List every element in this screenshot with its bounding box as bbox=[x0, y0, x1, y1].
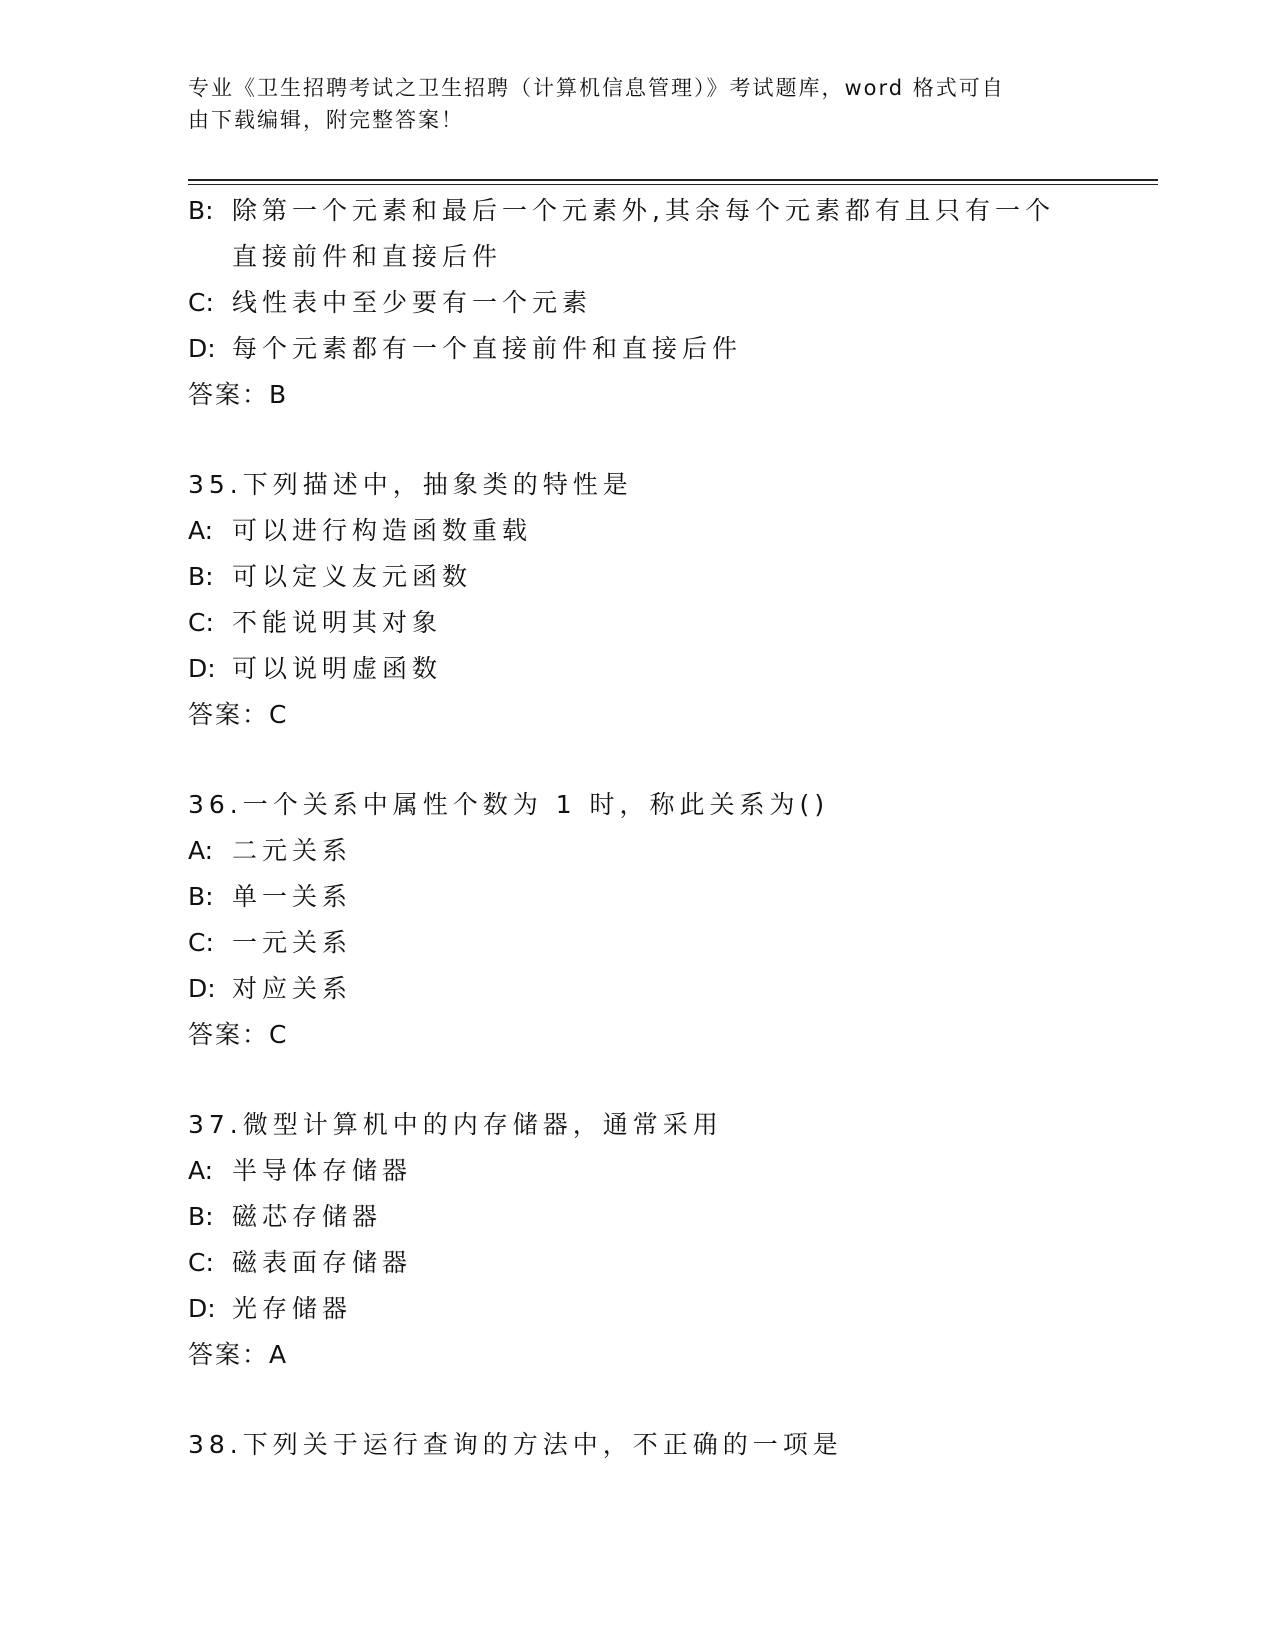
option-text: 除第一个元素和最后一个元素外,其余每个元素都有且只有一个直接前件和直接后件 bbox=[232, 196, 1055, 271]
option-b bbox=[188, 1194, 1088, 1240]
option-b bbox=[188, 188, 1088, 280]
option-letter: D: bbox=[188, 1294, 216, 1323]
option-a bbox=[188, 508, 1088, 554]
spacer bbox=[188, 1058, 1088, 1102]
answer: 答案：C bbox=[188, 700, 289, 729]
question-34-continued bbox=[188, 188, 1088, 418]
option-a bbox=[188, 1148, 1088, 1194]
option-letter: B: bbox=[188, 562, 214, 591]
option-d bbox=[188, 646, 1088, 692]
option-text: 光存储器 bbox=[232, 1294, 353, 1323]
header-divider-thin bbox=[188, 184, 1158, 185]
option-letter: C: bbox=[188, 608, 214, 637]
option-d bbox=[188, 1286, 1088, 1332]
option-text: 单一关系 bbox=[232, 882, 353, 911]
question-content bbox=[188, 188, 1088, 1468]
option-letter: B: bbox=[188, 196, 214, 225]
question-38 bbox=[188, 1422, 1088, 1468]
header-line-1: 专业《卫生招聘考试之卫生招聘（计算机信息管理）》考试题库，word 格式可自 bbox=[188, 76, 1005, 100]
answer: 答案：A bbox=[188, 1340, 289, 1369]
option-letter: C: bbox=[188, 928, 214, 957]
question-35 bbox=[188, 462, 1088, 738]
question-stem: 35.下列描述中，抽象类的特性是 bbox=[188, 470, 633, 499]
question-stem: 38.下列关于运行查询的方法中，不正确的一项是 bbox=[188, 1430, 843, 1459]
option-d bbox=[188, 326, 1088, 372]
option-text: 可以进行构造函数重载 bbox=[232, 516, 533, 545]
question-36 bbox=[188, 782, 1088, 1058]
option-text: 一元关系 bbox=[232, 928, 353, 957]
option-c bbox=[188, 920, 1088, 966]
document-header bbox=[188, 72, 1068, 136]
spacer bbox=[188, 738, 1088, 782]
option-text: 线性表中至少要有一个元素 bbox=[232, 288, 593, 317]
option-c bbox=[188, 280, 1088, 326]
option-b bbox=[188, 874, 1088, 920]
option-b bbox=[188, 554, 1088, 600]
header-line-2: 由下载编辑，附完整答案！ bbox=[188, 108, 464, 132]
option-text: 对应关系 bbox=[232, 974, 353, 1003]
option-d bbox=[188, 966, 1088, 1012]
option-letter: D: bbox=[188, 334, 216, 363]
option-text: 磁芯存储器 bbox=[232, 1202, 383, 1231]
option-text: 二元关系 bbox=[232, 836, 353, 865]
option-letter: A: bbox=[188, 516, 214, 545]
question-stem: 36.一个关系中属性个数为 1 时，称此关系为() bbox=[188, 790, 830, 819]
question-37 bbox=[188, 1102, 1088, 1378]
option-c bbox=[188, 1240, 1088, 1286]
option-letter: D: bbox=[188, 654, 216, 683]
question-stem: 37.微型计算机中的内存储器，通常采用 bbox=[188, 1110, 723, 1139]
option-c bbox=[188, 600, 1088, 646]
spacer bbox=[188, 418, 1088, 462]
option-letter: A: bbox=[188, 836, 214, 865]
option-letter: C: bbox=[188, 288, 214, 317]
option-letter: B: bbox=[188, 1202, 214, 1231]
answer: 答案：C bbox=[188, 1020, 289, 1049]
answer: 答案：B bbox=[188, 380, 289, 409]
option-letter: B: bbox=[188, 882, 214, 911]
option-text: 磁表面存储器 bbox=[232, 1248, 413, 1277]
option-a bbox=[188, 828, 1088, 874]
option-text: 每个元素都有一个直接前件和直接后件 bbox=[232, 334, 743, 363]
option-text: 可以说明虚函数 bbox=[232, 654, 443, 683]
option-letter: C: bbox=[188, 1248, 214, 1277]
header-divider-thick bbox=[188, 179, 1158, 181]
option-text: 不能说明其对象 bbox=[232, 608, 443, 637]
option-letter: D: bbox=[188, 974, 216, 1003]
option-text: 半导体存储器 bbox=[232, 1156, 413, 1185]
spacer bbox=[188, 1378, 1088, 1422]
option-letter: A: bbox=[188, 1156, 214, 1185]
option-text: 可以定义友元函数 bbox=[232, 562, 473, 591]
